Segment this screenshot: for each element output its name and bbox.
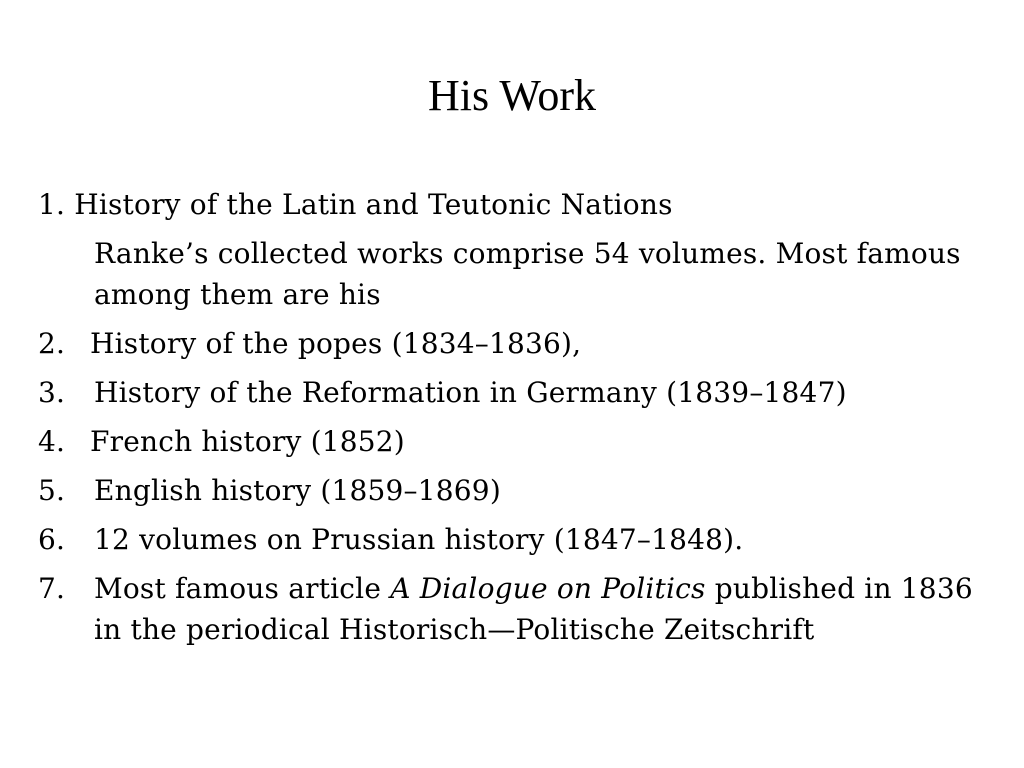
list-item-text: 12 volumes on Prussian history (1847–1848).: [94, 523, 744, 556]
list-item: [38, 470, 998, 511]
list-item-number: 5.: [38, 474, 66, 507]
list-item-number: 3.: [38, 376, 66, 409]
list-item: [38, 519, 998, 560]
list-item-7: [38, 568, 998, 650]
list-item: [38, 323, 998, 364]
list-item-text: History of the Reformation in Germany (1839–1847): [94, 376, 847, 409]
list-item-text: English history (1859–1869): [94, 474, 501, 507]
intro-paragraph: Ranke’s collected works comprise 54 volumes. Most famous among them are his: [94, 237, 961, 311]
item7-text-before: Most famous article: [94, 572, 391, 605]
list-item-number: 2.: [38, 327, 66, 360]
slide-body: [38, 184, 998, 658]
list-item-number: 6.: [38, 523, 66, 556]
item7-italic-title: A Dialogue on Politics: [390, 572, 706, 605]
list-item-number: 4.: [38, 425, 66, 458]
list-item-number: 7.: [38, 572, 66, 605]
first-line: 1. History of the Latin and Teutonic Nations: [38, 188, 673, 221]
list-item-text: French history (1852): [90, 425, 405, 458]
list-item: [38, 421, 998, 462]
list-item: [38, 372, 998, 413]
list-item-text: History of the popes (1834–1836),: [90, 327, 582, 360]
item7-text-after: published in 1836 in the periodical Historisch—Politische Zeitschrift: [94, 572, 973, 646]
slide-title: His Work: [428, 71, 596, 120]
list-item-text: [94, 572, 973, 646]
